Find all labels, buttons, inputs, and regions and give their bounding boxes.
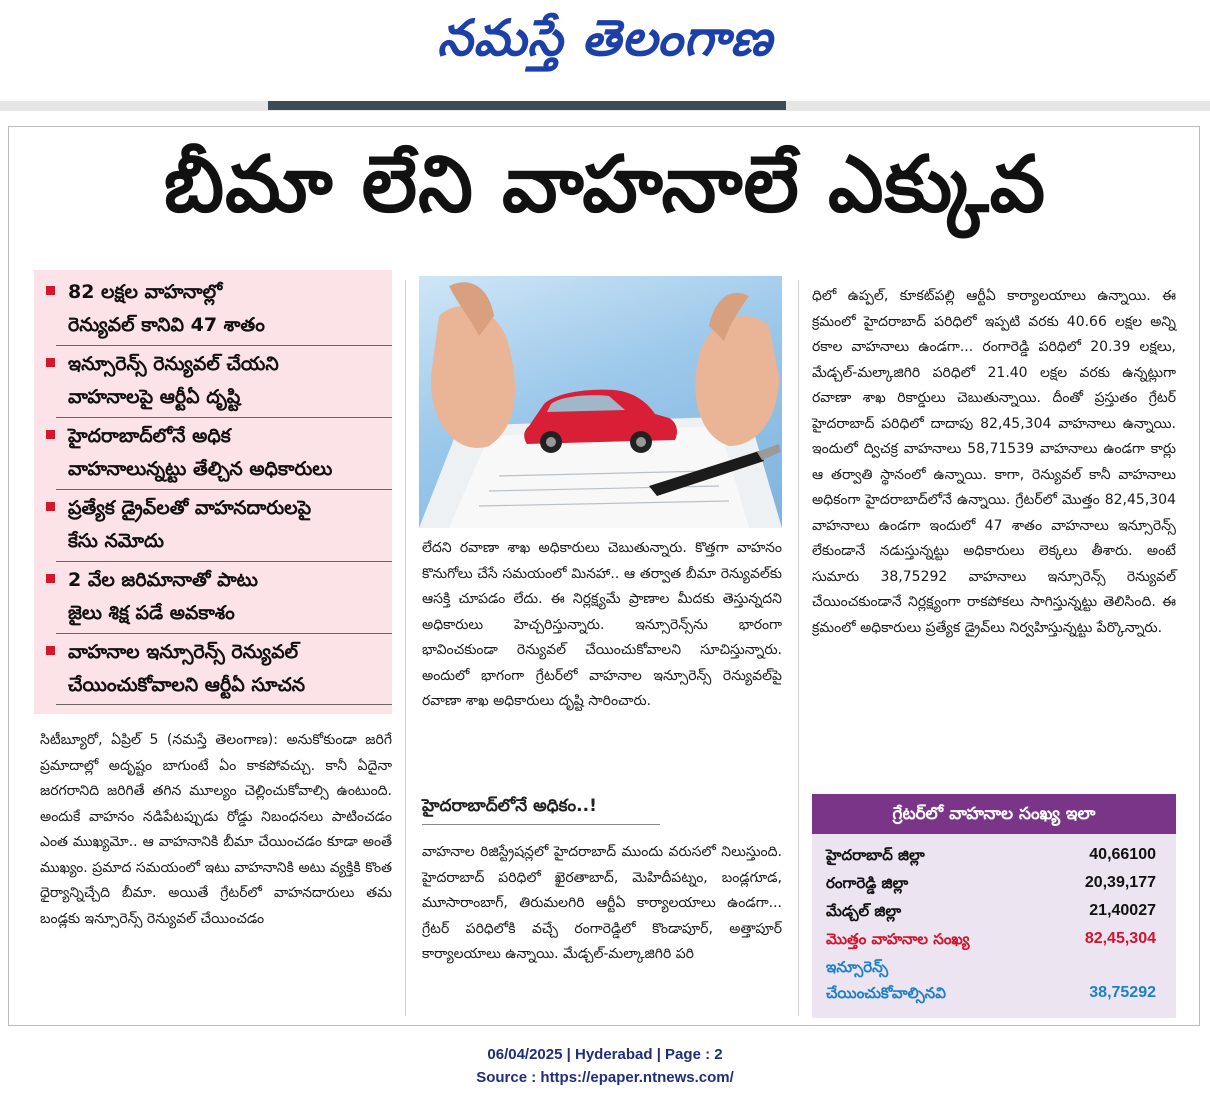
vehicle-count-table: [812, 794, 1176, 1018]
table-row-label: మేడ్చల్ జిల్లా: [826, 902, 902, 920]
table-row-value: 21,40027: [1089, 902, 1156, 919]
divider: [56, 417, 392, 418]
highlight-item: [46, 492, 386, 558]
insurance-photo: [419, 276, 782, 528]
highlight-line: ప్రత్యేక డ్రైవ్‌లతో వాహనదారులపై: [68, 497, 312, 519]
table-row-value: 38,75292: [1089, 984, 1156, 1001]
table-row-value: 82,45,304: [1084, 930, 1156, 947]
highlight-line: హైదరాబాద్‌లోనే అధిక: [68, 425, 231, 447]
article-column-3: [812, 284, 1176, 641]
divider: [56, 489, 392, 490]
highlight-line: 2 వేల జరిమానాతో పాటు: [68, 569, 258, 591]
table-row-value: 40,66100: [1089, 846, 1156, 863]
highlight-item: [46, 636, 386, 702]
highlight-line: కేసు నమోదు: [68, 530, 164, 552]
table-row-label: హైదరాబాద్ జిల్లా: [826, 846, 925, 864]
car-insurance-illustration: [419, 276, 782, 528]
footer-source-link[interactable]: Source : https://epaper.ntnews.com/: [476, 1069, 734, 1086]
bullet-square-icon: [46, 646, 55, 655]
article-column-1: [40, 728, 392, 932]
bullet-square-icon: [46, 430, 55, 439]
highlight-item: [46, 564, 386, 630]
table-row-label: ఇన్సూరెన్స్: [826, 958, 889, 976]
highlight-line: 82 లక్షల వాహనాల్లో: [68, 281, 223, 303]
highlight-item: [46, 420, 386, 486]
table-title: గ్రేటర్‌లో వాహనాల సంఖ్య ఇలా: [812, 794, 1176, 834]
article-column-2-continued: [422, 840, 782, 968]
highlight-line: వాహనాల ఇన్సూరెన్స్ రెన్యువల్: [68, 641, 299, 663]
paragraph: వాహనాల రిజిస్ట్రేషన్లలో హైదరాబాద్ ముందు వరుసలో నిలుస్తుంది. హైదరాబాద్ పరిధిలో ఖైరతాబాద్, మెహిదీపట్నం, బండ్లగూడ, మూసారాంబాగ్, తిరుమలగిరి ఆర్టీఏ కార్యాలయాలు ఉండగా... గ్రేటర్ పరిధిలోకి వచ్చే రంగారెడ్డిలో కొండాపూర్, అత్తాపూర్ కార్యాలయాలు ఉన్నాయి. మేడ్చల్-మల్కాజిగిరి పరి: [422, 844, 782, 962]
table-row-label: చేయించుకోవాల్సినవి: [826, 984, 946, 1002]
masthead: [0, 0, 1210, 100]
highlight-line: వాహనాలపై ఆర్టీఏ దృష్టి: [68, 386, 241, 408]
section-subheading: హైదరాబాద్‌లోనే అధికం..!: [422, 796, 597, 816]
highlight-item: [46, 276, 386, 342]
paragraph: లేదని రవాణా శాఖ అధికారులు చెబుతున్నారు. కొత్తగా వాహనం కొనుగోలు చేసే సమయంలో మినహా.. ఆ తర్వాత బీమా రెన్యువల్‌కు ఆసక్తి చూపడం లేదు. ఈ నిర్లక్ష్యమే ప్రాణాల మీదకు తెస్తున్నదని అధికారులు హెచ్చరిస్తున్నారు. ఇన్సూరెన్స్‌ను భారంగా భావించకుండా రెన్యువల్ చేయించుకోవాలని సూచిస్తున్నారు. అందులో భాగంగా గ్రేటర్‌లో వాహనాల ఇన్సూరెన్స్ రెన్యువల్‌పై రవాణా శాఖ అధికారులు దృష్టి సారించారు.: [422, 540, 782, 709]
highlight-line: ఇన్సూరెన్స్ రెన్యువల్ చేయని: [68, 353, 279, 375]
divider: [56, 561, 392, 562]
highlight-line: రెన్యువల్ కానివి 47 శాతం: [68, 314, 265, 336]
column-divider: [798, 280, 799, 1016]
subheading-underline: [422, 824, 660, 825]
paragraph: సిటీబ్యూరో, ఏప్రిల్ 5 (నమస్తే తెలంగాణ): అనుకోకుండా జరిగే ప్రమాదాల్లో అదృష్టం బాగుంటే ఏం కాకపోవచ్చు. కానీ ఏదైనా జరగరానిది జరిగితే తగిన మూల్యం చెల్లించుకోవాల్సి ఉంటుంది. అందుకే వాహనం నడిపేటప్పుడు రోడ్డు నిబంధనలు పాటించడం ఎంత ముఖ్యమో.. ఆ వాహనానికి బీమా చేయించడం కూడా అంతే ముఖ్యం. ప్రమాద సమయంలో ఇటు వాహనానికి అటు వ్యక్తికి కొంత ధైర్యాన్నిచ్చేది బీమా. అయితే గ్రేటర్‌లో వాహనదారులు తమ బండ్లకు ఇన్సూరెన్స్ రెన్యువల్ చేయించడం: [40, 732, 392, 927]
column-divider: [405, 280, 406, 1016]
footer-dateline: 06/04/2025 | Hyderabad | Page : 2: [487, 1046, 723, 1063]
table-row-label: మొత్తం వాహనాల సంఖ్య: [826, 930, 970, 948]
highlight-item: [46, 348, 386, 414]
table-row-label: రంగారెడ్డి జిల్లా: [826, 874, 909, 892]
highlights-box: [34, 270, 392, 714]
divider: [56, 633, 392, 634]
article-headline: బీమా లేని వాహనాలే ఎక్కువ: [163, 140, 1047, 230]
newspaper-logo: నమస్తే తెలంగాణ: [437, 8, 773, 67]
bullet-square-icon: [46, 502, 55, 511]
article-column-2: [422, 536, 782, 715]
table-row-value: 20,39,177: [1084, 874, 1156, 891]
bullet-square-icon: [46, 574, 55, 583]
divider: [56, 704, 392, 705]
bullet-square-icon: [46, 286, 55, 295]
paragraph: ధిలో ఉప్పల్, కూకట్‌పల్లి ఆర్టీఏ కార్యాలయాలు ఉన్నాయి. ఈ క్రమంలో హైదరాబాద్ పరిధిలో ఇప్పటి వరకు 40.66 లక్షల అన్ని రకాల వాహనాలు ఉండగా... రంగారెడ్డి పరిధిలో 20.39 లక్షలు, మేడ్చల్-మల్కాజిగిరి పరిధిలో 21.40 లక్షల వరకు ఉన్నట్లుగా రవాణా శాఖ రికార్డులు చెబుతున్నాయి. దీంతో ప్రస్తుతం గ్రేటర్ హైదరాబాద్ పరిధిలో దాదాపు 82,45,304 వాహనాలు ఉన్నాయి. ఇందులో ద్విచక్ర వాహనాలు 58,71539 వాహనాలు ఉండగా కార్లు ఆ తర్వాతి స్థానంలో ఉన్నాయి. కాగా, రెన్యువల్ కానీ వాహనాలు అధికంగా హైదరాబాద్‌లోనే ఉన్నాయి. గ్రేటర్‌లో మొత్తం 82,45,304 వాహనాలు ఉండగా ఇందులో 47 శాతం వాహనాలు ఇన్సూరెన్స్ లేకుండానే నడుస్తున్నట్టు అధికారులు లెక్కలు తీశారు. అంటే సుమారు 38,75292 వాహనాలు ఇన్సూరెన్స్ రెన్యువల్ చేయించకుండానే నిర్లక్ష్యంగా రాకపోకలు సాగిస్తున్నట్టు తెలిసింది. ఈ క్రమంలో అధికారులు ప్రత్యేక డ్రైవ్‌లు నిర్వహిస్తున్నట్టు పేర్కొన్నారు.: [812, 288, 1176, 636]
divider: [56, 345, 392, 346]
highlight-line: చేయించుకోవాలని ఆర్టీఏ సూచన: [68, 674, 306, 696]
highlight-line: జైలు శిక్ష పడే అవకాశం: [68, 602, 235, 624]
masthead-accent-bar: [268, 101, 786, 110]
highlight-line: వాహనాలున్నట్టు తేల్చిన అధికారులు: [68, 458, 333, 480]
bullet-square-icon: [46, 358, 55, 367]
